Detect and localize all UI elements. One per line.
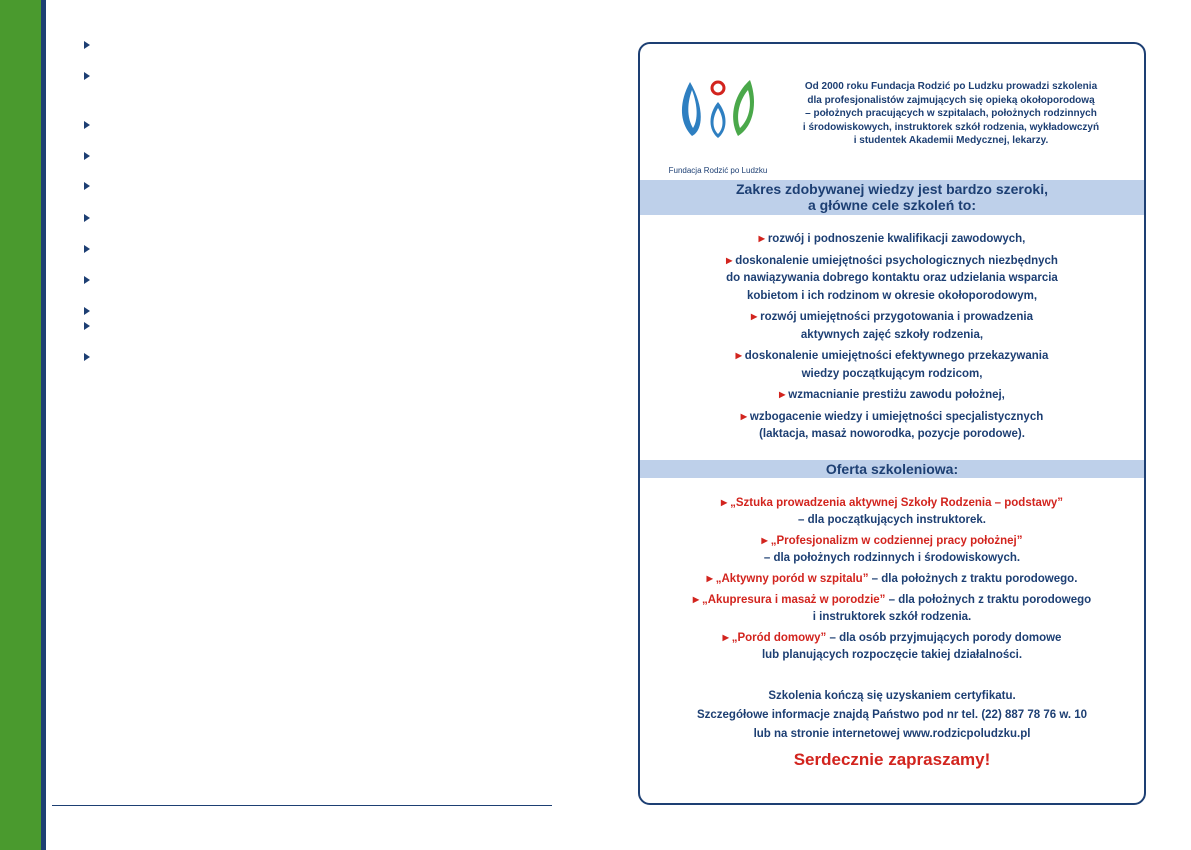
offer-audience: i instruktorek szkół rodzenia. <box>812 611 972 623</box>
goal-item <box>640 347 1144 383</box>
offer-item <box>640 629 1144 664</box>
triangle-bullet-icon: ▶ <box>735 351 742 360</box>
triangle-bullet-icon: ▶ <box>692 595 699 604</box>
foundation-logo <box>658 74 778 175</box>
bullet-marker <box>84 276 90 284</box>
footer-line: lub na stronie internetowej www.rodzicpoludzku.pl <box>753 728 1031 740</box>
goal-text: rozwój i podnoszenie kwalifikacji zawodowych, <box>767 233 1026 245</box>
intro-line: i studentek Akademii Medycznej, lekarzy. <box>853 135 1049 146</box>
offer-audience: – dla położnych rodzinnych i środowiskowych. <box>763 552 1021 564</box>
bullet-marker <box>84 72 90 80</box>
offer-title: „Poród domowy” <box>731 632 827 644</box>
offer-audience: – dla położnych z traktu porodowego <box>885 594 1092 606</box>
goal-item <box>640 386 1144 405</box>
goal-text: doskonalenie umiejętności efektywnego przekazywania <box>744 350 1049 362</box>
triangle-bullet-icon: ▶ <box>706 574 713 583</box>
goal-text: rozwój umiejętności przygotowania i prowadzenia <box>760 311 1033 323</box>
contact-info <box>640 687 1144 744</box>
triangle-bullet-icon: ▶ <box>720 498 728 507</box>
triangle-bullet-icon: ▶ <box>758 234 765 243</box>
intro-line: – położnych pracujących w szpitalach, położnych rodzinnych <box>805 108 1097 119</box>
offer-audience: – dla osób przyjmujących porody domowe <box>826 632 1062 644</box>
bottom-divider <box>52 805 552 806</box>
triangle-bullet-icon: ▶ <box>722 633 729 642</box>
goals-heading-line: a główne cele szkoleń to: <box>807 197 977 213</box>
invitation-text: Serdecznie zapraszamy! <box>793 750 991 769</box>
goal-text: kobietom i ich rodzinom w okresie okołoporodowym, <box>746 289 1038 302</box>
footer-line: Szkolenia kończą się uzyskaniem certyfikatu. <box>768 690 1016 702</box>
intro-line: i środowiskowych, instruktorek szkół rodzenia, wykładowczyń <box>802 121 1100 133</box>
bullet-marker <box>84 307 90 315</box>
triangle-bullet-icon: ▶ <box>726 255 733 265</box>
offer-item <box>640 494 1144 529</box>
info-card <box>638 42 1146 805</box>
bullet-marker <box>84 353 90 361</box>
footer-line: Szczegółowe informacje znajdą Państwo pod nr tel. (22) 887 78 76 w. 10 <box>696 709 1088 721</box>
goal-item <box>640 252 1144 306</box>
intro-text <box>778 80 1124 148</box>
triangle-bullet-icon: ▶ <box>761 536 768 545</box>
offer-item <box>640 570 1144 588</box>
goal-text: (laktacja, masaż noworodka, pozycje porodowe). <box>759 428 1025 440</box>
goals-heading-band <box>640 180 1144 215</box>
bullet-marker <box>84 41 90 49</box>
offer-title: „Akupresura i masaż w porodzie” <box>702 594 886 606</box>
logo-caption: Fundacja Rodzić po Ludzku <box>668 166 768 175</box>
bullet-marker <box>84 152 90 160</box>
offer-item <box>640 532 1144 567</box>
navy-side-strip <box>41 0 46 850</box>
offer-title: „Aktywny poród w szpitalu” <box>715 573 869 585</box>
offer-audience: lub planujących rozpoczęcie takiej działalności. <box>761 649 1023 661</box>
triangle-bullet-icon: ▶ <box>779 390 786 399</box>
goal-item <box>640 230 1144 249</box>
bullet-marker <box>84 214 90 222</box>
bullet-marker <box>84 182 90 190</box>
goal-text: doskonalenie umiejętności psychologicznych niezbędnych <box>735 254 1058 267</box>
goal-item <box>640 308 1144 344</box>
offer-audience: – dla początkujących instruktorek. <box>798 514 986 526</box>
offer-heading-band <box>640 460 1144 478</box>
foundation-logo-icon <box>678 74 762 154</box>
offer-heading: Oferta szkoleniowa: <box>825 461 959 477</box>
bullet-marker <box>84 322 90 330</box>
bullet-marker <box>84 245 90 253</box>
goal-text: wzbogacenie wiedzy i umiejętności specjalistycznych <box>749 410 1044 423</box>
goal-text: aktywnych zajęć szkoły rodzenia, <box>800 328 984 341</box>
intro-line: Od 2000 roku Fundacja Rodzić po Ludzku prowadzi szkolenia <box>804 81 1098 92</box>
offer-audience: – dla położnych z traktu porodowego. <box>868 573 1078 585</box>
goals-list <box>640 230 1144 447</box>
offer-title: „Sztuka prowadzenia aktywnej Szkoły Rodzenia – podstawy” <box>730 497 1064 509</box>
goal-item <box>640 408 1144 444</box>
goals-heading-line: Zakres zdobywanej wiedzy jest bardzo szeroki, <box>736 181 1048 197</box>
goal-text: wiedzy początkującym rodzicom, <box>801 367 983 380</box>
triangle-bullet-icon: ▶ <box>750 312 758 321</box>
offer-item <box>640 591 1144 626</box>
offer-list <box>640 494 1144 667</box>
goal-text: do nawiązywania dobrego kontaktu oraz udzielania wsparcia <box>726 272 1058 284</box>
green-side-strip <box>0 0 41 850</box>
intro-line: dla profesjonalistów zajmujących się opieką okołoporodową <box>807 94 1095 106</box>
triangle-bullet-icon: ▶ <box>740 411 747 421</box>
offer-title: „Profesjonalizm w codziennej pracy położnej” <box>770 535 1023 547</box>
left-bullet-column <box>84 0 104 380</box>
goal-text: wzmacnianie prestiżu zawodu położnej, <box>788 389 1005 401</box>
bullet-marker <box>84 121 90 129</box>
